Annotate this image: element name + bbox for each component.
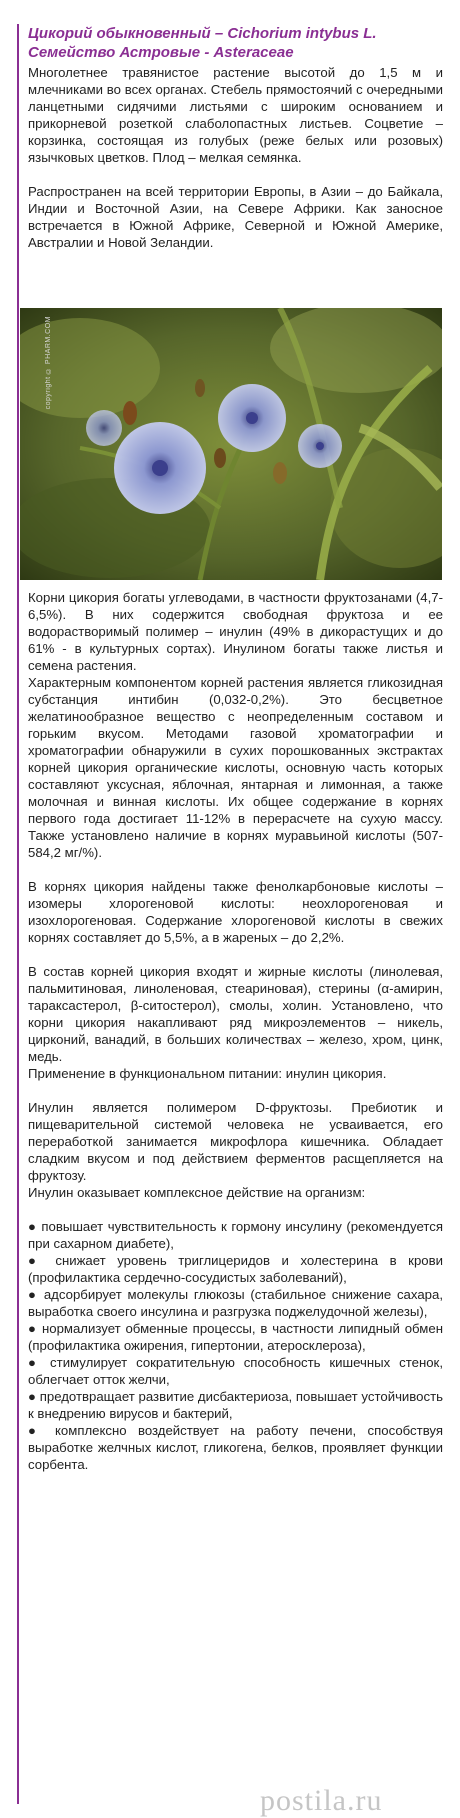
list-item: ● адсорбирует молекулы глюкозы (стабильное снижение сахара, выработка своего инсулина и разгрузка поджелудочной железы), xyxy=(28,1287,443,1319)
list-item: ● нормализует обменные процессы, в частности липидный обмен (профилактика ожирения, гипертонии, атеросклероза), xyxy=(28,1321,443,1353)
list-item: ● снижает уровень триглицеридов и холестерина в крови (профилактика сердечно-сосудистых заболеваний), xyxy=(28,1253,443,1285)
intro-section xyxy=(28,64,443,251)
phenol-acids-paragraph: В корнях цикория найдены также фенолкарбоновые кислоты – изомеры хлорогеновой кислоты: неохлорогеновая и изохлорогеновая. Содержание хлорогеновой кислоты в свежих корнях составляет до 5,5%, а в жареных – до 2,2%. xyxy=(28,879,443,945)
species-title: Цикорий обыкновенный – Cichorium intybus L. xyxy=(28,25,377,42)
application-paragraph: Применение в функциональном питании: инулин цикория. xyxy=(28,1066,387,1081)
list-item: ● повышает чувствительность к гормону инсулину (рекомендуется при сахарном диабете), xyxy=(28,1219,443,1251)
plant-distribution: Распространен на всей территории Европы, в Азии – до Байкала, Индии и Восточной Азии, на Севере Африки. Как заносное встречается в Южной Африке, Северной и Южной Америке, Австралии и Новой Зеландии. xyxy=(28,184,443,250)
chicory-photo xyxy=(20,308,442,580)
list-item: ● стимулирует сократительную способность кишечных стенок, облегчает отток желчи, xyxy=(28,1355,443,1387)
roots-paragraph: Корни цикория богаты углеводами, в частности фруктозанами (4,7-6,5%). В них содержится свободная фруктоза и ее водорастворимый полимер – инулин (49% в дикорастущих и до 61% - в культурных сортах). Инулином богаты также листья и семена растения. xyxy=(28,590,443,673)
inulin-paragraph: Инулин является полимером D-фруктозы. Пребиотик и пищеварительной системой человека не усваивается, его переработкой занимается микрофлора кишечника. Обладает сладким вкусом и под действием ферментов расщепляется на фруктозу. xyxy=(28,1100,443,1183)
article-header xyxy=(28,24,448,62)
family-title: Семейство Астровые - Asteraceae xyxy=(28,44,294,61)
list-item: ● предотвращает развитие дисбактериоза, повышает устойчивость к внедрению вирусов и бактерий, xyxy=(28,1389,443,1421)
intibin-paragraph: Характерным компонентом корней растения является гликозидная субстанция интибин (0,032-0,2%). Это бесцветное желатинообразное вещество с неопределенным составом и горьким вкусом. Методами газовой хроматографии и хроматографии обнаружили в сухих порошкованных экстрактах корней цикория органические кислоты, основную часть которых составляют уксусная, яблочная, янтарная и лимонная, а также молочная и винная кислоты. Их общее содержание в корнях первого года достигает 11-12% в перерасчете на сухую массу. Также установлено наличие в корнях муравьиной кислоты (507-584,2 мг/%). xyxy=(28,675,443,860)
site-watermark: postila.ru xyxy=(260,1784,383,1817)
plant-description: Многолетнее травянистое растение высотой до 1,5 м и млечниками во всех органах. Стебель прямостоячий с очередными ланцетными сидячими листьями с широким основанием и прикорневой розеткой слаболопастных листьев. Соцветие – корзинка, состоящая из голубых (реже белых или розовых) язычковых цветков. Плод – мелкая семянка. xyxy=(28,65,443,165)
fatty-acids-paragraph: В состав корней цикория входят и жирные кислоты (линолевая, пальмитиновая, линоленовая, стеариновая), стерины (α-амирин, тараксастерол, β-ситостерол), смолы, холин. Установлено, что корни цикория накапливают ряд микроэлементов – никель, цирконий, ванадий, в больших количествах – железо, хром, цинк, медь. xyxy=(28,964,443,1064)
list-item: ● комплексно воздействует на работу печени, способствуя выработке желчных кислот, гликогена, белков, проявляет функции сорбента. xyxy=(28,1423,443,1472)
accent-stripe xyxy=(17,24,19,1804)
inulin-complex-paragraph: Инулин оказывает комплексное действие на организм: xyxy=(28,1185,366,1200)
chicory-flower-image xyxy=(20,308,442,580)
inulin-effects-list xyxy=(28,1218,443,1473)
chemistry-section xyxy=(28,589,443,1473)
photo-credit: copyright © PHARM.COM xyxy=(45,316,52,410)
